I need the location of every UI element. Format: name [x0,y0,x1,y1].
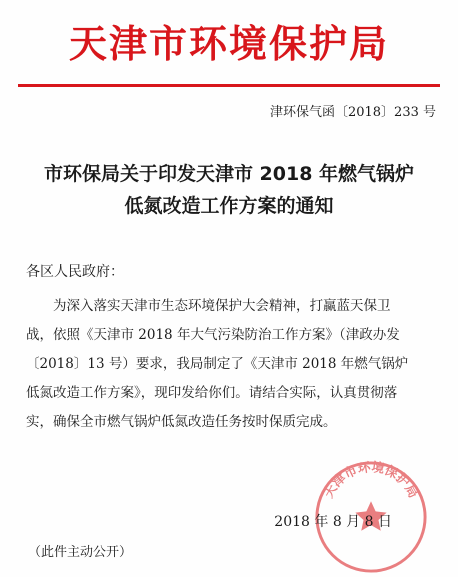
body-line: 实，确保全市燃气锅炉低氮改造任务按时保质完成。 [26,414,337,430]
document-title-line: 市环保局关于印发天津市 2018 年燃气锅炉 [43,163,415,185]
body-line: 〔2018〕13 号）要求，我局制定了《天津市 2018 年燃气锅炉 [26,356,409,372]
disclosure-note: （此件主动公开） [28,545,133,560]
svg-text:天津市环境保护局 [321,459,420,501]
seal-text: 天津市环境保护局 [321,460,421,501]
red-separator-line [18,84,440,87]
addressee: 各区人民政府： [26,264,124,280]
document-title-line: 低氮改造工作方案的通知 [124,195,334,217]
body-paragraph [26,292,432,437]
body-line: 为深入落实天津市生态环境保护大会精神，打赢蓝天保卫 [53,298,391,314]
document-number: 津环保气函〔2018〕233 号 [269,105,436,120]
issue-date: 2018 年 8 月 8 日 [274,514,392,530]
issuing-authority-header: 天津市环境保护局 [68,22,389,66]
body-line: 战，依照《天津市 2018 年大气污染防治工作方案》（津政办发 [26,327,400,343]
document-title [28,158,430,222]
body-line: 低氮改造工作方案》，现印发给你们。请结合实际，认真贯彻落 [26,385,398,401]
